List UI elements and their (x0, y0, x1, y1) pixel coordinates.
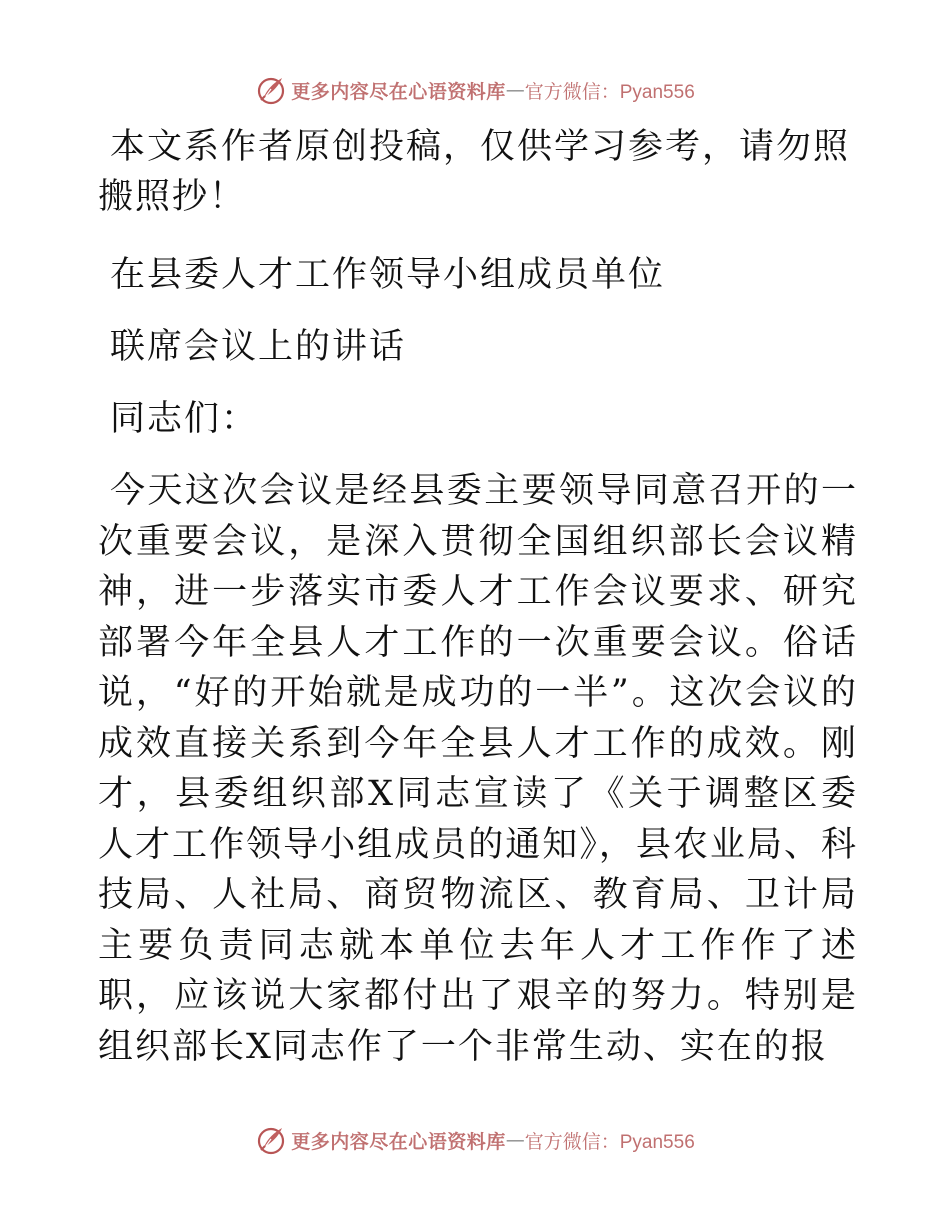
copyright-notice: 本文系作者原创投稿，仅供学习参考，请勿照搬照抄！ (98, 127, 851, 217)
quill-pen-logo-icon (255, 74, 287, 106)
banner-wechat (525, 77, 695, 104)
banner-dash: — (505, 79, 525, 101)
banner-dash: — (505, 1129, 525, 1151)
speech-title-line-2: 联席会议上的讲话 (110, 327, 407, 367)
speech-body-paragraph: 今天这次会议是经县委主要领导同意召开的一次重要会议，是深入贯彻全国组织部长会议精神，进一步落实市委人才工作会议要求、研究部署今年全县人才工作的一次重要会议。俗话说，“好的开始就是成功的一半”。这次会议的成效直接关系到今年全县人才工作的成效。刚才，县委组织部X同志宣读了《关于调整区委人才工作领导小组成员的通知》，县农业局、科技局、人社局、商贸物流区、教育局、卫计局主要负责同志就本单位去年人才工作作了述职，应该说大家都付出了艰辛的努力。特别是组织部长X同志作了一个非常生动、实在的报 (98, 471, 858, 1067)
banner-wechat-label: 官方微信： (524, 1130, 620, 1153)
footer-watermark-banner (0, 1120, 950, 1160)
header-watermark-banner (0, 70, 950, 110)
speech-title-line-1: 在县委人才工作领导小组成员单位 (110, 255, 666, 295)
salutation: 同志们： (110, 399, 259, 439)
quill-pen-logo-icon (255, 1124, 287, 1156)
banner-lead-text: 更多内容尽在心语资料库 (291, 1130, 506, 1153)
banner-wechat-label: 官方微信： (524, 80, 620, 103)
banner-wechat (525, 1127, 695, 1154)
banner-wechat-handle: Pyan556 (619, 1131, 695, 1153)
banner-lead-text: 更多内容尽在心语资料库 (291, 80, 506, 103)
document-content (98, 122, 858, 1072)
banner-wechat-handle: Pyan556 (619, 81, 695, 103)
